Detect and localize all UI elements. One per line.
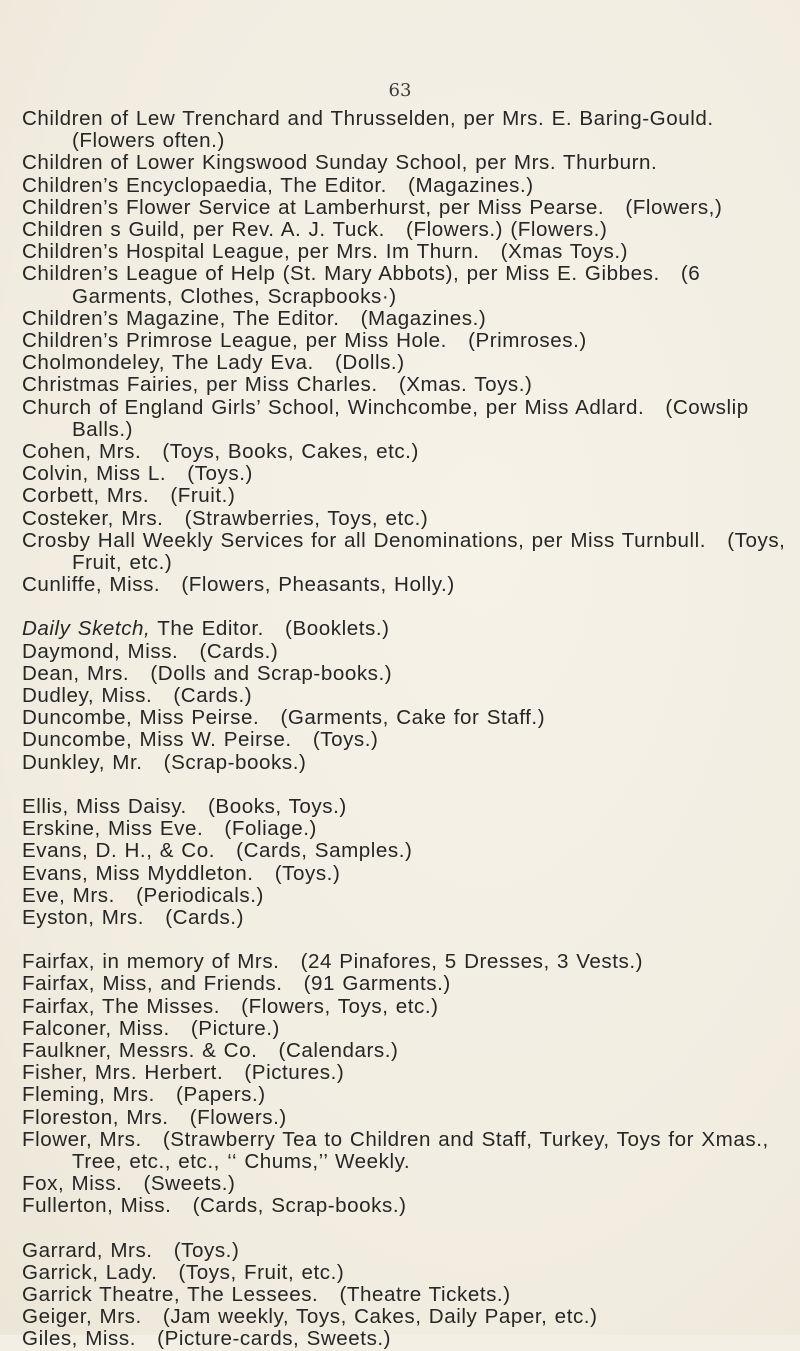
donor-name: Colvin, Miss L. (22, 462, 167, 486)
donated-items: (Primroses.) (468, 329, 587, 353)
donated-items: (Toys, Fruit, etc.) (178, 1260, 345, 1284)
donated-items: (Xmas. Toys.) (398, 373, 533, 397)
donor-entry (22, 374, 792, 396)
donated-items: (Cards.) (199, 639, 279, 663)
donor-name: Church of England Girls’ School, Winchcombe, per Miss Adlard. (22, 395, 645, 419)
donor-entry (22, 152, 792, 174)
donor-entry (22, 1173, 792, 1195)
donated-items: (Magazines.) (408, 173, 534, 197)
donor-entry (22, 508, 792, 530)
donor-entry (22, 241, 792, 263)
donor-name: Cholmondeley, The Lady Eva. (22, 351, 314, 375)
donor-name: Children’s Primrose League, per Miss Hole. (22, 329, 447, 353)
donated-items: (Fruit.) (170, 484, 236, 508)
donated-items: (Flowers,) (625, 195, 723, 219)
donated-items: (Xmas Toys.) (500, 240, 629, 264)
donor-entry (22, 663, 792, 685)
donated-items: (Scrap-books.) (163, 750, 307, 774)
donated-items: (Strawberries, Toys, etc.) (184, 506, 429, 530)
donated-items: (91 Garments.) (303, 972, 451, 996)
donated-items: (Magazines.) (360, 306, 487, 330)
donor-name: Fairfax, The Misses. (22, 994, 221, 1018)
donor-entry (22, 951, 792, 973)
donor-entry (22, 1328, 792, 1350)
donor-name: Fullerton, Miss. (22, 1194, 172, 1218)
donor-entry (22, 863, 792, 885)
donor-name: Costeker, Mrs. (22, 506, 164, 530)
donated-items: (Toys.) (173, 1238, 240, 1262)
donor-entry (22, 574, 792, 596)
donor-entry (22, 796, 792, 818)
donor-name: Corbett, Mrs. (22, 484, 150, 508)
donated-items: (Papers.) (176, 1083, 266, 1107)
donated-items: (Booklets.) (285, 617, 390, 641)
donor-entry (22, 729, 792, 751)
donated-items: (Foliage.) (224, 817, 317, 841)
donor-entry (22, 175, 792, 197)
donated-items: (Toys.) (187, 462, 253, 486)
donor-name: Cohen, Mrs. (22, 440, 142, 464)
donor-name: Fisher, Mrs. Herbert. (22, 1061, 224, 1085)
donor-entry (22, 618, 792, 640)
donor-name: Children’s Flower Service at Lamberhurst, per Miss Pearse. (22, 195, 605, 219)
letter-group (22, 108, 792, 596)
donor-name: Garrick Theatre, The Lessees. (22, 1282, 319, 1306)
donated-items: (Cards, Scrap-books.) (192, 1194, 407, 1218)
donor-name: Fox, Miss. (22, 1172, 123, 1196)
donated-items: (Dolls.) (335, 351, 405, 375)
donor-entry (22, 463, 792, 485)
donor-entry (22, 330, 792, 352)
donor-name: Garrick, Lady. (22, 1260, 158, 1284)
donor-name: Daymond, Miss. (22, 639, 179, 663)
donor-name: Eyston, Mrs. (22, 905, 145, 929)
donated-items: (Flowers, Pheasants, Holly.) (181, 573, 455, 597)
donor-entry (22, 530, 792, 574)
donor-name: Ellis, Miss Daisy. (22, 794, 187, 818)
donor-entry (22, 1240, 792, 1262)
donor-entry (22, 197, 792, 219)
donor-name: Floreston, Mrs. (22, 1105, 169, 1129)
donated-items: (Periodicals.) (136, 883, 264, 907)
donor-name: Fairfax, in memory of Mrs. (22, 950, 280, 974)
donor-name: Dunkley, Mr. (22, 750, 143, 774)
donated-items: (Theatre Tickets.) (339, 1282, 511, 1306)
donated-items: (Cards.) (173, 684, 253, 708)
donor-entry (22, 219, 792, 241)
letter-group (22, 951, 792, 1217)
donor-entry (22, 441, 792, 463)
donated-items: (Flowers.) (189, 1105, 287, 1129)
donor-entry (22, 352, 792, 374)
donated-items: (Jam weekly, Toys, Cakes, Daily Paper, etc.) (162, 1305, 598, 1329)
letter-group (22, 1240, 792, 1351)
donated-items: (Sweets.) (143, 1172, 236, 1196)
donated-items: (Cards.) (165, 905, 244, 929)
donor-name: Crosby Hall Weekly Services for all Denominations, per Miss Turnbull. (22, 528, 707, 552)
donated-items: (Strawberry Tea to Children and Staff, Turkey, Toys for Xmas., Tree, etc., etc., ‘‘ Chums,’’ Weekly. (72, 1127, 769, 1173)
donor-name: Children of Lower Kingswood Sunday School, per Mrs. Thurburn. (22, 151, 658, 175)
donor-name: Children’s Magazine, The Editor. (22, 306, 340, 330)
donor-name: Evans, D. H., & Co. (22, 839, 215, 863)
donor-name: Dean, Mrs. (22, 661, 130, 685)
donor-name-rest: The Editor. (150, 617, 264, 641)
donor-entry (22, 973, 792, 995)
donor-entry (22, 1062, 792, 1084)
donor-entry (22, 1195, 792, 1217)
donor-entry (22, 108, 792, 152)
donated-items: (Picture.) (190, 1016, 280, 1040)
donated-items: (24 Pinafores, 5 Dresses, 3 Vests.) (300, 950, 644, 974)
donor-name: Erskine, Miss Eve. (22, 817, 204, 841)
donor-name: Duncombe, Miss W. Peirse. (22, 728, 292, 752)
donated-items: (Flowers often.) (72, 129, 225, 153)
donor-name: Falconer, Miss. (22, 1016, 170, 1040)
donor-name: Fleming, Mrs. (22, 1083, 155, 1107)
donor-entry (22, 1306, 792, 1328)
donated-items: (Books, Toys.) (208, 794, 347, 818)
donor-entry (22, 907, 792, 929)
donor-entry (22, 885, 792, 907)
donor-entry (22, 485, 792, 507)
donor-name: Children’s Hospital League, per Mrs. Im Thurn. (22, 240, 480, 264)
donor-name: Children s Guild, per Rev. A. J. Tuck. (22, 218, 385, 242)
donor-name: Giles, Miss. (22, 1327, 137, 1351)
donor-entry (22, 1107, 792, 1129)
donor-entry (22, 685, 792, 707)
donor-entry (22, 1040, 792, 1062)
donor-list (22, 108, 792, 1351)
donor-entry (22, 1284, 792, 1306)
donor-name: Dudley, Miss. (22, 684, 153, 708)
donor-entry (22, 1262, 792, 1284)
donor-name: Fairfax, Miss, and Friends. (22, 972, 283, 996)
donor-name: Christmas Fairies, per Miss Charles. (22, 373, 378, 397)
donated-items: (Garments, Cake for Staff.) (280, 706, 546, 730)
donor-name: Duncombe, Miss Peirse. (22, 706, 260, 730)
donated-items: (6 Garments, Clothes, Scrapbooks·) (72, 262, 701, 308)
donor-entry (22, 641, 792, 663)
page-number: 63 (388, 80, 412, 101)
donated-items: (Toys, Fruit, etc.) (72, 528, 786, 575)
donor-entry (22, 840, 792, 862)
letter-group (22, 618, 792, 773)
donor-name: Children’s League of Help (St. Mary Abbots), per Miss E. Gibbes. (22, 262, 660, 286)
donated-items: (Picture-cards, Sweets.) (157, 1327, 392, 1351)
donor-entry (22, 1018, 792, 1040)
donor-name: Cunliffe, Miss. (22, 573, 161, 597)
donor-entry (22, 752, 792, 774)
donated-items: (Toys, Books, Cakes, etc.) (162, 440, 419, 464)
donated-items: (Flowers, Toys, etc.) (241, 994, 439, 1018)
donor-name: Evans, Miss Myddleton. (22, 861, 254, 885)
donor-name: Geiger, Mrs. (22, 1305, 142, 1329)
donor-name: Daily Sketch, (22, 617, 151, 641)
donated-items: (Cards, Samples.) (236, 839, 413, 863)
donor-entry (22, 1084, 792, 1106)
donated-items: (Calendars.) (278, 1038, 399, 1062)
donated-items: (Pictures.) (244, 1061, 345, 1085)
donor-entry (22, 1129, 792, 1173)
donor-entry (22, 818, 792, 840)
donor-name: Garrard, Mrs. (22, 1238, 153, 1262)
donor-name: Children’s Encyclopaedia, The Editor. (22, 173, 387, 197)
donor-name: Faulkner, Messrs. & Co. (22, 1038, 258, 1062)
donated-items: (Flowers.) (Flowers.) (406, 218, 608, 242)
donated-items: (Dolls and Scrap-books.) (150, 661, 393, 685)
donated-items: (Toys.) (312, 728, 379, 752)
donor-entry (22, 308, 792, 330)
donor-entry (22, 707, 792, 729)
donor-entry (22, 263, 792, 307)
donor-entry (22, 397, 792, 441)
donor-name: Children of Lew Trenchard and Thrusselden, per Mrs. E. Baring-Gould. (22, 107, 714, 130)
donor-name: Flower, Mrs. (22, 1127, 142, 1151)
donor-entry (22, 996, 792, 1018)
donated-items: (Toys.) (274, 861, 341, 885)
donor-name: Eve, Mrs. (22, 883, 115, 907)
donated-items: (Cowslip Balls.) (72, 395, 749, 441)
letter-group (22, 796, 792, 929)
